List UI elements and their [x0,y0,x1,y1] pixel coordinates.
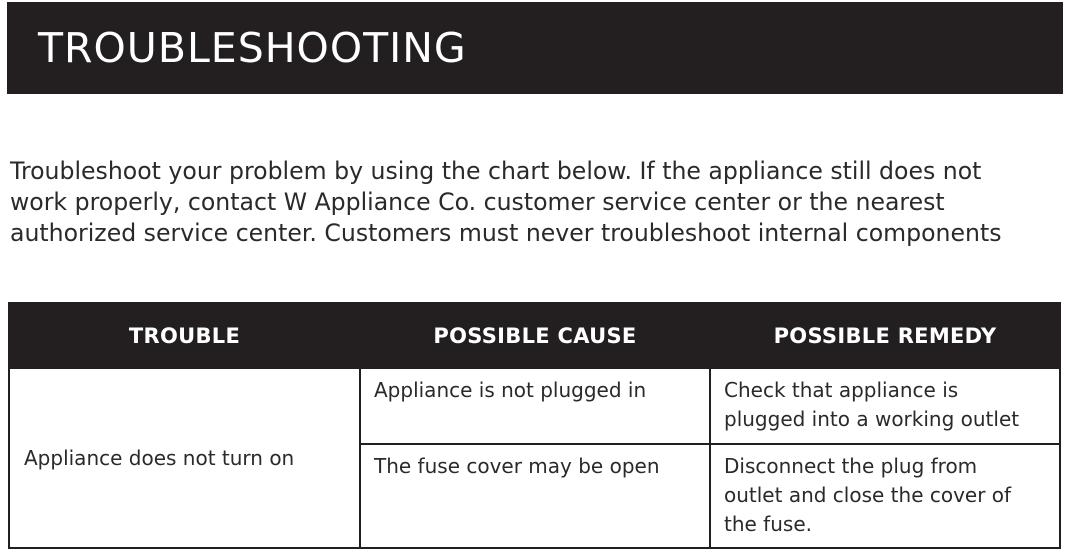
intro-paragraph [10,156,1060,249]
intro-line: Troubleshoot your problem by using the chart below. If the appliance still does not [10,157,982,185]
remedy-cell [710,444,1060,548]
cause-cell [360,368,710,444]
remedy-text-line: plugged into a working outlet [724,407,1020,431]
page-title: TROUBLESHOOTING [38,24,467,72]
table-header-row [9,303,1060,368]
column-header-trouble: TROUBLE [9,303,360,368]
trouble-text: Appliance does not turn on [24,445,295,470]
column-header-possible-cause: POSSIBLE CAUSE [360,303,710,368]
intro-line: work properly, contact W Appliance Co. customer service center or the nearest [10,188,945,216]
remedy-text-line: Check that appliance is [724,378,959,402]
intro-line: authorized service center. Customers must never troubleshoot internal components [10,219,1002,247]
remedy-cell [710,368,1060,444]
remedy-text-line: Disconnect the plug from [724,454,978,478]
cause-cell [360,444,710,548]
cause-text: The fuse cover may be open [374,454,660,478]
cause-text: Appliance is not plugged in [374,378,647,402]
column-header-possible-remedy: POSSIBLE REMEDY [710,303,1060,368]
table-row [9,368,1060,444]
troubleshooting-table [8,302,1061,549]
remedy-text-line: the fuse. [724,512,812,536]
header-bar [7,2,1063,94]
trouble-cell [9,368,360,548]
remedy-text-line: outlet and close the cover of [724,483,1012,507]
